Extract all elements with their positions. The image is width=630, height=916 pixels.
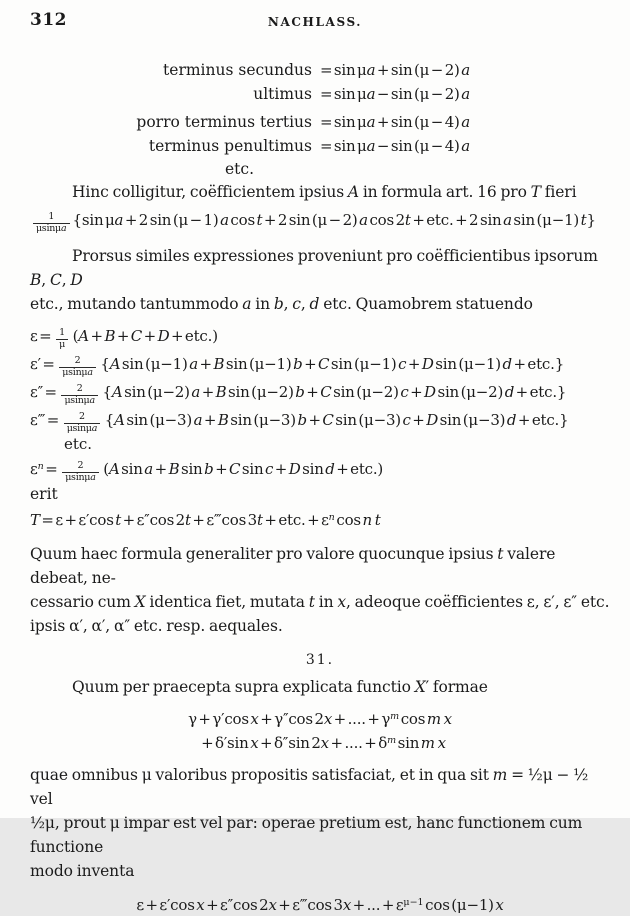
formula-text: ε′ = (30, 354, 57, 373)
epsilon-equations (30, 323, 610, 533)
etc-label: etc. (64, 434, 93, 453)
equation-rhs: = sin μa − sin (μ − 4) a (320, 137, 471, 155)
formula-text: cos m x (399, 709, 452, 728)
formula-text: {A sin (μ−3) a + B sin (μ−3) b + C sin (μ−3) c + D sin (μ−3) d + etc.} (103, 410, 569, 429)
formula-text: ε‴ = (30, 410, 61, 429)
formula-text: ε = (30, 326, 54, 345)
equation-line-epsilon-prime (30, 351, 610, 379)
equation-line-epsilon-triple-prime (30, 407, 610, 435)
equation-label: terminus secundus (163, 61, 312, 79)
equation-label: ultimus (253, 85, 312, 103)
superscript: n (328, 511, 335, 523)
formula-text: (A sin a + B sin b + C sin c + D sin d + etc.) (101, 459, 384, 478)
equation-row (60, 134, 610, 158)
paragraph-quae (30, 763, 610, 883)
equation-rhs: = sin μa + sin (μ − 4) a (320, 113, 471, 131)
formula-text: sin m x (396, 733, 446, 752)
paragraph-line: cessario cum X identica fiet, mutata t in x, adeoque coëfficientes ε, ε′, ε″ etc. (30, 592, 610, 611)
paragraph-quum (30, 542, 610, 638)
equation-line-epsilon-double-prime (30, 379, 610, 407)
running-header: NACHLASS. (267, 15, 363, 29)
formula-text: + δ′sin x + δ″sin 2x + .... + δ (201, 733, 388, 752)
final-display (136, 892, 503, 916)
formula-text: = (43, 459, 60, 478)
fraction: $\frac{1}{\text{μ sin μa}}$ (33, 212, 70, 235)
equation-line-epsilon (30, 323, 610, 351)
paragraph-line: modo inventa (30, 861, 135, 880)
paragraph-line: etc., mutando tantummodo a in b, c, d etc. Quamobrem statuendo (30, 294, 533, 313)
equation-rhs: = sin μa + sin (μ − 2) a (320, 61, 471, 79)
equation-row (60, 58, 610, 82)
fraction: $\frac{2}{\text{μ sin μa}}$ (64, 412, 101, 435)
section-heading: 31. (305, 651, 335, 668)
formula-text: ε + ε′cos x + ε″cos 2x + ε‴cos 3x + ... + ε (136, 895, 404, 914)
paragraph-line: Quum haec formula generaliter pro valore quocunque ipsius t valere debeat, ne- (30, 544, 556, 587)
equation-line-epsilon-n (30, 454, 610, 484)
fraction: $\frac{2}{\text{μ sin μa}}$ (59, 356, 96, 379)
equation-row (60, 110, 610, 134)
formula-text: cos (μ−1) x (423, 895, 504, 914)
display-line-gamma (188, 706, 452, 730)
page-number: 312 (30, 10, 67, 30)
paragraph-line: quae omnibus μ valoribus propositis satisfaciat, et in qua sit m = ½μ − ½ vel (30, 765, 589, 808)
equation-line-T (30, 505, 610, 533)
page-body (30, 52, 610, 916)
paragraph-quumper: Quum per praecepta supra explicata functio X′ formae (72, 677, 488, 696)
formula-text: (A + B + C + D + etc.) (71, 326, 218, 345)
formula-text: {A sin (μ−1) a + B sin (μ−1) b + C sin (μ−1) c + D sin (μ−1) d + etc.} (98, 354, 565, 373)
fraction: $\frac{1}{\mu}$ (56, 328, 68, 351)
formula-coefficient (30, 211, 610, 235)
fraction: $\frac{2}{\text{μ sin μa}}$ (61, 384, 98, 407)
equation-row (60, 82, 610, 106)
formula-text: T = ε + ε′cos t + ε″cos 2t + ε‴cos 3t + etc. + ε (30, 510, 329, 529)
etc-label: etc. (225, 160, 255, 178)
paragraph-line: ½μ, prout μ impar est vel par: operae pretium est, hanc functionem cum functione (30, 813, 583, 856)
paragraph-hinc: Hinc colligitur, coëfficientem ipsius A in formula art. 16 pro T fieri (72, 183, 577, 201)
equation-rhs: = sin μa − sin (μ − 2) a (320, 85, 471, 103)
superscript: m (387, 734, 397, 746)
superscript: m (390, 710, 400, 722)
gamma-display (188, 706, 452, 754)
formula-text: ε (30, 459, 38, 478)
terminus-equations (60, 58, 610, 180)
equation-label: terminus penultimus (148, 137, 312, 155)
paragraph-line: ipsis α′, α′, α″ etc. resp. aequales. (30, 616, 283, 635)
superscript: n (37, 460, 44, 472)
paragraph-line: Prorsus similes expressiones proveniunt pro coëfficientibus ipsorum B, C, D (30, 246, 598, 289)
paragraph-prorsus (30, 244, 610, 316)
formula-text: {A sin (μ−2) a + B sin (μ−2) b + C sin (μ−2) c + D sin (μ−2) d + etc.} (100, 382, 567, 401)
display-line-delta (188, 730, 452, 754)
formula-text: ε″ = (30, 382, 59, 401)
fraction: $\frac{2}{\text{μ sin μa}}$ (62, 461, 99, 484)
formula-text: cos n t (334, 510, 381, 529)
equation-label: porro terminus tertius (136, 113, 312, 131)
erit-label: erit (30, 484, 58, 503)
formula-text: γ + γ′cos x + γ″cos 2x + .... + γ (188, 709, 391, 728)
formula-text: {sin μa + 2 sin (μ − 1) a cos t + 2 sin (μ − 2) a cos 2t + etc. + 2 sin a sin (μ−1) t} (72, 211, 596, 229)
superscript: μ−1 (403, 896, 424, 908)
